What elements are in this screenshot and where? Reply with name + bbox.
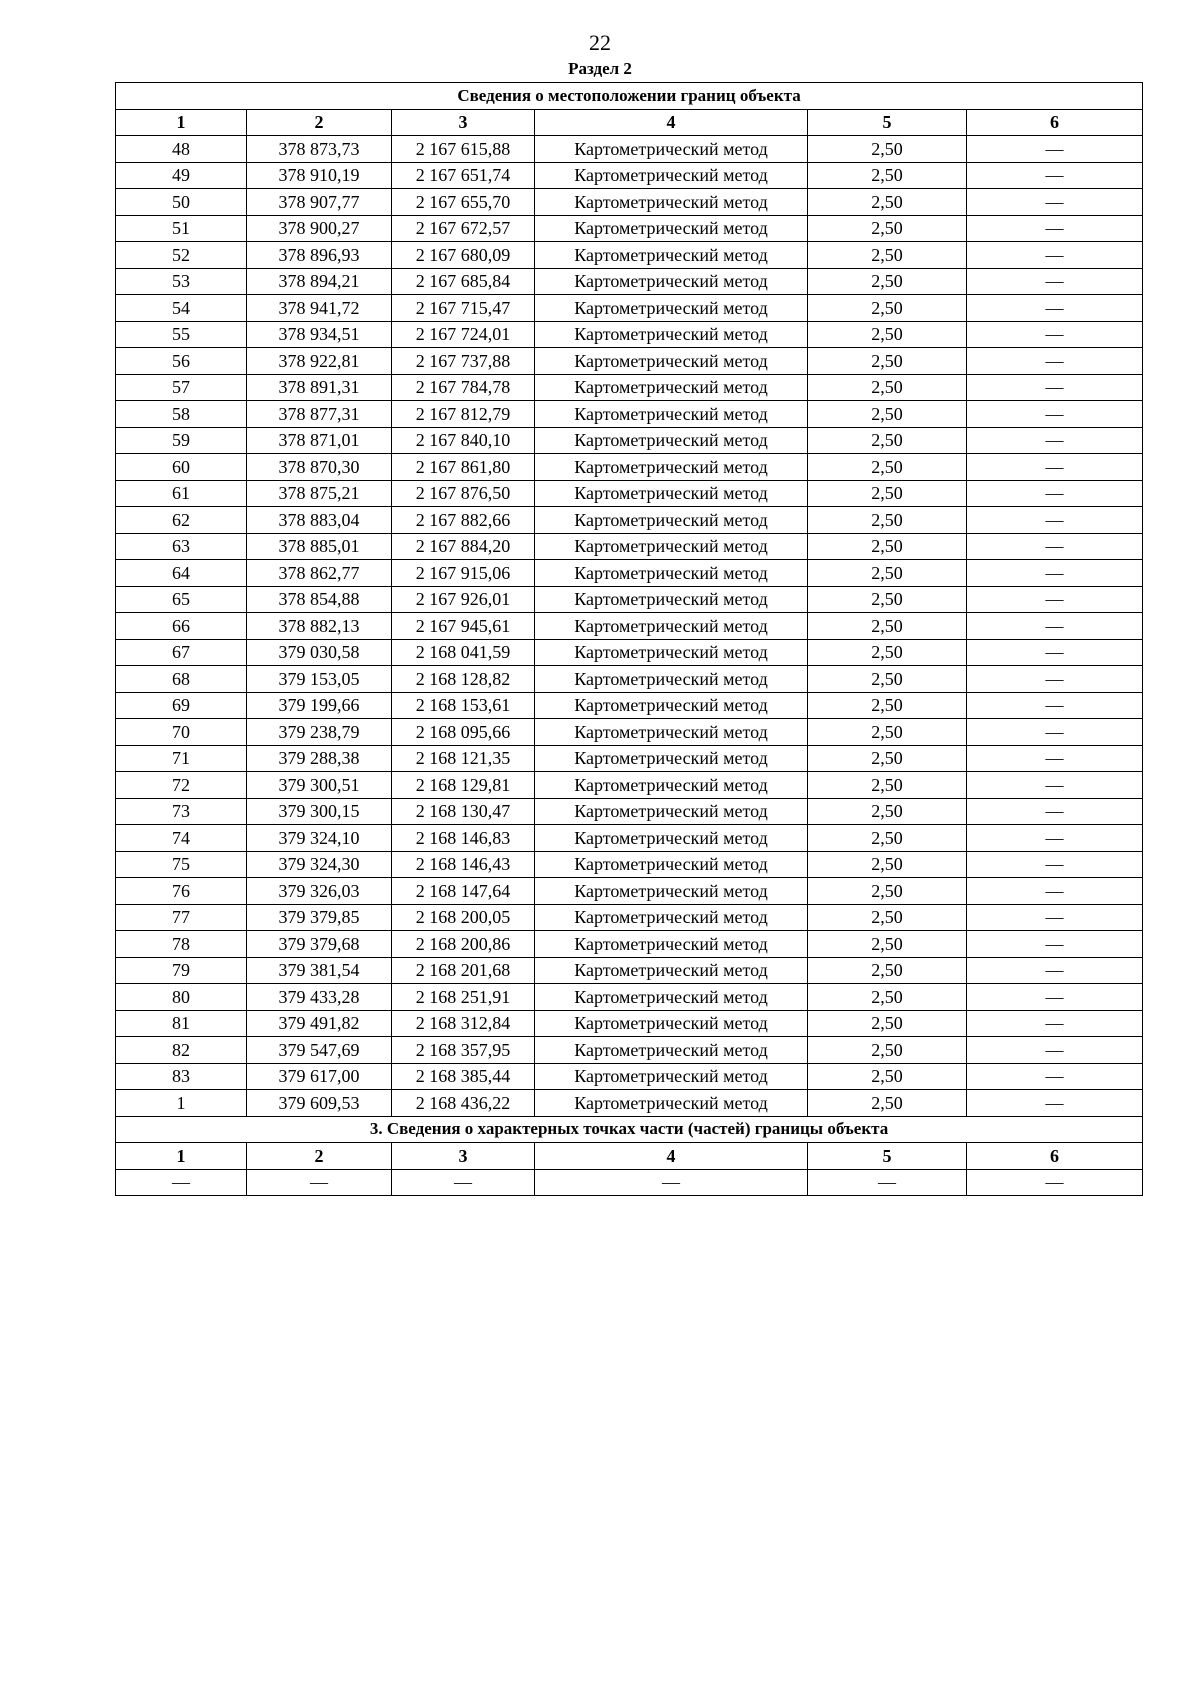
accuracy-cell: 2,50 xyxy=(808,772,967,799)
description-cell: — xyxy=(967,162,1143,189)
point-number-cell: 62 xyxy=(116,507,247,534)
column-number: 6 xyxy=(967,1143,1143,1170)
description-cell: — xyxy=(967,480,1143,507)
description-cell: — xyxy=(967,931,1143,958)
point-number-cell: 49 xyxy=(116,162,247,189)
description-cell: — xyxy=(967,798,1143,825)
description-cell: — xyxy=(967,639,1143,666)
description-cell: — xyxy=(967,1037,1143,1064)
y-coordinate-cell: 2 168 357,95 xyxy=(392,1037,535,1064)
point-number-cell: 68 xyxy=(116,666,247,693)
description-cell: — xyxy=(967,613,1143,640)
x-coordinate-cell: 378 871,01 xyxy=(247,427,392,454)
accuracy-cell: — xyxy=(808,1169,967,1196)
method-cell: Картометрический метод xyxy=(535,1063,808,1090)
description-cell: — xyxy=(967,984,1143,1011)
table-row xyxy=(116,984,1143,1011)
accuracy-cell: 2,50 xyxy=(808,454,967,481)
accuracy-cell: 2,50 xyxy=(808,825,967,852)
x-coordinate-cell: 379 324,10 xyxy=(247,825,392,852)
table-row xyxy=(116,851,1143,878)
method-cell: Картометрический метод xyxy=(535,268,808,295)
method-cell: Картометрический метод xyxy=(535,1090,808,1117)
method-cell: Картометрический метод xyxy=(535,454,808,481)
description-cell: — xyxy=(967,321,1143,348)
table-row xyxy=(116,666,1143,693)
table-row xyxy=(116,772,1143,799)
accuracy-cell: 2,50 xyxy=(808,1063,967,1090)
method-cell: Картометрический метод xyxy=(535,692,808,719)
column-number: 4 xyxy=(535,109,808,136)
x-coordinate-cell: 378 900,27 xyxy=(247,215,392,242)
y-coordinate-cell: 2 167 861,80 xyxy=(392,454,535,481)
table-row xyxy=(116,904,1143,931)
point-number-cell: 83 xyxy=(116,1063,247,1090)
x-coordinate-cell: 378 870,30 xyxy=(247,454,392,481)
description-cell: — xyxy=(967,692,1143,719)
method-cell: Картометрический метод xyxy=(535,162,808,189)
y-coordinate-cell: 2 167 680,09 xyxy=(392,242,535,269)
point-number-cell: 77 xyxy=(116,904,247,931)
x-coordinate-cell: 379 617,00 xyxy=(247,1063,392,1090)
x-coordinate-cell: 378 873,73 xyxy=(247,136,392,163)
table-row xyxy=(116,268,1143,295)
y-coordinate-cell: 2 167 840,10 xyxy=(392,427,535,454)
y-coordinate-cell: 2 167 926,01 xyxy=(392,586,535,613)
description-cell: — xyxy=(967,507,1143,534)
point-number-cell: 79 xyxy=(116,957,247,984)
accuracy-cell: 2,50 xyxy=(808,666,967,693)
description-cell: — xyxy=(967,189,1143,216)
x-coordinate-cell: 378 882,13 xyxy=(247,613,392,640)
point-number-cell: 57 xyxy=(116,374,247,401)
description-cell: — xyxy=(967,586,1143,613)
column-number: 5 xyxy=(808,109,967,136)
table-row xyxy=(116,321,1143,348)
y-coordinate-cell: 2 167 672,57 xyxy=(392,215,535,242)
x-coordinate-cell: 379 238,79 xyxy=(247,719,392,746)
table-row xyxy=(116,162,1143,189)
point-number-cell: 55 xyxy=(116,321,247,348)
y-coordinate-cell: 2 168 129,81 xyxy=(392,772,535,799)
table-row xyxy=(116,560,1143,587)
description-cell: — xyxy=(967,268,1143,295)
x-coordinate-cell: 378 891,31 xyxy=(247,374,392,401)
method-cell: Картометрический метод xyxy=(535,904,808,931)
x-coordinate-cell: 378 875,21 xyxy=(247,480,392,507)
y-coordinate-cell: 2 168 200,05 xyxy=(392,904,535,931)
description-cell: — xyxy=(967,295,1143,322)
accuracy-cell: 2,50 xyxy=(808,931,967,958)
accuracy-cell: 2,50 xyxy=(808,878,967,905)
accuracy-cell: 2,50 xyxy=(808,321,967,348)
accuracy-cell: 2,50 xyxy=(808,904,967,931)
x-coordinate-cell: 379 300,51 xyxy=(247,772,392,799)
method-cell: Картометрический метод xyxy=(535,719,808,746)
x-coordinate-cell: 379 381,54 xyxy=(247,957,392,984)
table-row xyxy=(116,798,1143,825)
description-cell: — xyxy=(967,215,1143,242)
point-number-cell: 71 xyxy=(116,745,247,772)
accuracy-cell: 2,50 xyxy=(808,268,967,295)
method-cell: Картометрический метод xyxy=(535,189,808,216)
x-coordinate-cell: 379 300,15 xyxy=(247,798,392,825)
table-row xyxy=(116,1010,1143,1037)
table-row xyxy=(116,719,1143,746)
column-number: 1 xyxy=(116,1143,247,1170)
boundary-table xyxy=(115,82,1143,1196)
y-coordinate-cell: 2 168 128,82 xyxy=(392,666,535,693)
accuracy-cell: 2,50 xyxy=(808,162,967,189)
method-cell: Картометрический метод xyxy=(535,825,808,852)
accuracy-cell: 2,50 xyxy=(808,586,967,613)
x-coordinate-cell: 379 153,05 xyxy=(247,666,392,693)
column-number: 2 xyxy=(247,109,392,136)
x-coordinate-cell: 378 883,04 xyxy=(247,507,392,534)
table-row xyxy=(116,136,1143,163)
method-cell: Картометрический метод xyxy=(535,480,808,507)
y-coordinate-cell: — xyxy=(392,1169,535,1196)
description-cell: — xyxy=(967,904,1143,931)
table-row xyxy=(116,745,1143,772)
y-coordinate-cell: 2 168 121,35 xyxy=(392,745,535,772)
table-row xyxy=(116,189,1143,216)
point-number-cell: — xyxy=(116,1169,247,1196)
y-coordinate-cell: 2 167 876,50 xyxy=(392,480,535,507)
column-number: 5 xyxy=(808,1143,967,1170)
method-cell: Картометрический метод xyxy=(535,984,808,1011)
description-cell: — xyxy=(967,454,1143,481)
accuracy-cell: 2,50 xyxy=(808,136,967,163)
table-row xyxy=(116,613,1143,640)
accuracy-cell: 2,50 xyxy=(808,745,967,772)
y-coordinate-cell: 2 167 651,74 xyxy=(392,162,535,189)
point-number-cell: 59 xyxy=(116,427,247,454)
accuracy-cell: 2,50 xyxy=(808,1037,967,1064)
point-number-cell: 51 xyxy=(116,215,247,242)
description-cell: — xyxy=(967,560,1143,587)
accuracy-cell: 2,50 xyxy=(808,1090,967,1117)
accuracy-cell: 2,50 xyxy=(808,242,967,269)
point-number-cell: 74 xyxy=(116,825,247,852)
accuracy-cell: 2,50 xyxy=(808,1010,967,1037)
description-cell: — xyxy=(967,957,1143,984)
point-number-cell: 81 xyxy=(116,1010,247,1037)
y-coordinate-cell: 2 168 153,61 xyxy=(392,692,535,719)
description-cell: — xyxy=(967,719,1143,746)
point-number-cell: 56 xyxy=(116,348,247,375)
y-coordinate-cell: 2 167 715,47 xyxy=(392,295,535,322)
table-row xyxy=(116,957,1143,984)
table-row xyxy=(116,586,1143,613)
y-coordinate-cell: 2 168 146,43 xyxy=(392,851,535,878)
column-number: 6 xyxy=(967,109,1143,136)
x-coordinate-cell: — xyxy=(247,1169,392,1196)
accuracy-cell: 2,50 xyxy=(808,798,967,825)
description-cell: — xyxy=(967,1010,1143,1037)
description-cell: — xyxy=(967,136,1143,163)
accuracy-cell: 2,50 xyxy=(808,401,967,428)
description-cell: — xyxy=(967,1169,1143,1196)
y-coordinate-cell: 2 167 945,61 xyxy=(392,613,535,640)
point-number-cell: 1 xyxy=(116,1090,247,1117)
accuracy-cell: 2,50 xyxy=(808,480,967,507)
x-coordinate-cell: 378 877,31 xyxy=(247,401,392,428)
y-coordinate-cell: 2 168 147,64 xyxy=(392,878,535,905)
y-coordinate-cell: 2 168 312,84 xyxy=(392,1010,535,1037)
y-coordinate-cell: 2 167 915,06 xyxy=(392,560,535,587)
table-row xyxy=(116,454,1143,481)
description-cell: — xyxy=(967,427,1143,454)
method-cell: — xyxy=(535,1169,808,1196)
point-number-cell: 50 xyxy=(116,189,247,216)
point-number-cell: 73 xyxy=(116,798,247,825)
method-cell: Картометрический метод xyxy=(535,931,808,958)
x-coordinate-cell: 379 379,85 xyxy=(247,904,392,931)
y-coordinate-cell: 2 167 615,88 xyxy=(392,136,535,163)
column-number: 1 xyxy=(116,109,247,136)
description-cell: — xyxy=(967,1090,1143,1117)
description-cell: — xyxy=(967,348,1143,375)
description-cell: — xyxy=(967,374,1143,401)
accuracy-cell: 2,50 xyxy=(808,957,967,984)
column-number: 2 xyxy=(247,1143,392,1170)
y-coordinate-cell: 2 168 200,86 xyxy=(392,931,535,958)
point-number-cell: 67 xyxy=(116,639,247,666)
accuracy-cell: 2,50 xyxy=(808,374,967,401)
x-coordinate-cell: 379 379,68 xyxy=(247,931,392,958)
x-coordinate-cell: 379 547,69 xyxy=(247,1037,392,1064)
x-coordinate-cell: 378 896,93 xyxy=(247,242,392,269)
accuracy-cell: 2,50 xyxy=(808,639,967,666)
accuracy-cell: 2,50 xyxy=(808,613,967,640)
y-coordinate-cell: 2 168 146,83 xyxy=(392,825,535,852)
section3-row xyxy=(116,1169,1143,1196)
accuracy-cell: 2,50 xyxy=(808,427,967,454)
point-number-cell: 58 xyxy=(116,401,247,428)
point-number-cell: 75 xyxy=(116,851,247,878)
point-number-cell: 69 xyxy=(116,692,247,719)
description-cell: — xyxy=(967,825,1143,852)
method-cell: Картометрический метод xyxy=(535,798,808,825)
x-coordinate-cell: 379 491,82 xyxy=(247,1010,392,1037)
method-cell: Картометрический метод xyxy=(535,1037,808,1064)
accuracy-cell: 2,50 xyxy=(808,533,967,560)
table-title-row xyxy=(116,83,1143,110)
table-title: Сведения о местоположении границ объекта xyxy=(116,83,1143,110)
x-coordinate-cell: 378 922,81 xyxy=(247,348,392,375)
point-number-cell: 48 xyxy=(116,136,247,163)
accuracy-cell: 2,50 xyxy=(808,215,967,242)
x-coordinate-cell: 379 326,03 xyxy=(247,878,392,905)
table-row xyxy=(116,692,1143,719)
method-cell: Картометрический метод xyxy=(535,136,808,163)
x-coordinate-cell: 379 199,66 xyxy=(247,692,392,719)
x-coordinate-cell: 379 030,58 xyxy=(247,639,392,666)
point-number-cell: 72 xyxy=(116,772,247,799)
method-cell: Картометрический метод xyxy=(535,427,808,454)
x-coordinate-cell: 378 854,88 xyxy=(247,586,392,613)
x-coordinate-cell: 378 894,21 xyxy=(247,268,392,295)
method-cell: Картометрический метод xyxy=(535,772,808,799)
section3-title: 3. Сведения о характерных точках части (частей) границы объекта xyxy=(116,1116,1143,1143)
method-cell: Картометрический метод xyxy=(535,401,808,428)
x-coordinate-cell: 378 910,19 xyxy=(247,162,392,189)
method-cell: Картометрический метод xyxy=(535,507,808,534)
x-coordinate-cell: 379 609,53 xyxy=(247,1090,392,1117)
y-coordinate-cell: 2 168 436,22 xyxy=(392,1090,535,1117)
method-cell: Картометрический метод xyxy=(535,533,808,560)
section-label: Раздел 2 xyxy=(568,59,632,78)
point-number-cell: 53 xyxy=(116,268,247,295)
method-cell: Картометрический метод xyxy=(535,586,808,613)
table-row xyxy=(116,1063,1143,1090)
point-number-cell: 54 xyxy=(116,295,247,322)
point-number-cell: 64 xyxy=(116,560,247,587)
table-row xyxy=(116,507,1143,534)
table-row xyxy=(116,533,1143,560)
x-coordinate-cell: 379 324,30 xyxy=(247,851,392,878)
y-coordinate-cell: 2 167 812,79 xyxy=(392,401,535,428)
method-cell: Картометрический метод xyxy=(535,878,808,905)
description-cell: — xyxy=(967,666,1143,693)
accuracy-cell: 2,50 xyxy=(808,984,967,1011)
table-row xyxy=(116,825,1143,852)
y-coordinate-cell: 2 167 724,01 xyxy=(392,321,535,348)
method-cell: Картометрический метод xyxy=(535,745,808,772)
method-cell: Картометрический метод xyxy=(535,613,808,640)
description-cell: — xyxy=(967,745,1143,772)
description-cell: — xyxy=(967,851,1143,878)
y-coordinate-cell: 2 167 655,70 xyxy=(392,189,535,216)
point-number-cell: 78 xyxy=(116,931,247,958)
x-coordinate-cell: 378 885,01 xyxy=(247,533,392,560)
x-coordinate-cell: 378 862,77 xyxy=(247,560,392,587)
method-cell: Картометрический метод xyxy=(535,348,808,375)
column-number: 4 xyxy=(535,1143,808,1170)
table-row xyxy=(116,215,1143,242)
point-number-cell: 66 xyxy=(116,613,247,640)
description-cell: — xyxy=(967,1063,1143,1090)
method-cell: Картометрический метод xyxy=(535,374,808,401)
x-coordinate-cell: 378 941,72 xyxy=(247,295,392,322)
x-coordinate-cell: 379 288,38 xyxy=(247,745,392,772)
description-cell: — xyxy=(967,401,1143,428)
method-cell: Картометрический метод xyxy=(535,321,808,348)
section3-title-row xyxy=(116,1116,1143,1143)
point-number-cell: 65 xyxy=(116,586,247,613)
y-coordinate-cell: 2 167 884,20 xyxy=(392,533,535,560)
y-coordinate-cell: 2 168 130,47 xyxy=(392,798,535,825)
point-number-cell: 60 xyxy=(116,454,247,481)
table-row xyxy=(116,1037,1143,1064)
point-number-cell: 61 xyxy=(116,480,247,507)
y-coordinate-cell: 2 167 685,84 xyxy=(392,268,535,295)
description-cell: — xyxy=(967,242,1143,269)
method-cell: Картометрический метод xyxy=(535,295,808,322)
accuracy-cell: 2,50 xyxy=(808,295,967,322)
table-row xyxy=(116,374,1143,401)
table-row xyxy=(116,878,1143,905)
method-cell: Картометрический метод xyxy=(535,215,808,242)
x-coordinate-cell: 378 934,51 xyxy=(247,321,392,348)
y-coordinate-cell: 2 167 882,66 xyxy=(392,507,535,534)
table-row xyxy=(116,427,1143,454)
table-row xyxy=(116,639,1143,666)
page-number: 22 xyxy=(589,30,611,55)
point-number-cell: 70 xyxy=(116,719,247,746)
table-row xyxy=(116,931,1143,958)
method-cell: Картометрический метод xyxy=(535,957,808,984)
y-coordinate-cell: 2 168 251,91 xyxy=(392,984,535,1011)
point-number-cell: 63 xyxy=(116,533,247,560)
column-number: 3 xyxy=(392,1143,535,1170)
description-cell: — xyxy=(967,533,1143,560)
y-coordinate-cell: 2 168 385,44 xyxy=(392,1063,535,1090)
method-cell: Картометрический метод xyxy=(535,560,808,587)
accuracy-cell: 2,50 xyxy=(808,507,967,534)
point-number-cell: 82 xyxy=(116,1037,247,1064)
y-coordinate-cell: 2 167 737,88 xyxy=(392,348,535,375)
point-number-cell: 80 xyxy=(116,984,247,1011)
accuracy-cell: 2,50 xyxy=(808,560,967,587)
y-coordinate-cell: 2 168 095,66 xyxy=(392,719,535,746)
column-number-row xyxy=(116,109,1143,136)
method-cell: Картометрический метод xyxy=(535,851,808,878)
table-row xyxy=(116,401,1143,428)
accuracy-cell: 2,50 xyxy=(808,719,967,746)
method-cell: Картометрический метод xyxy=(535,666,808,693)
column-number: 3 xyxy=(392,109,535,136)
y-coordinate-cell: 2 167 784,78 xyxy=(392,374,535,401)
accuracy-cell: 2,50 xyxy=(808,189,967,216)
method-cell: Картометрический метод xyxy=(535,1010,808,1037)
table-row xyxy=(116,348,1143,375)
point-number-cell: 52 xyxy=(116,242,247,269)
y-coordinate-cell: 2 168 041,59 xyxy=(392,639,535,666)
method-cell: Картометрический метод xyxy=(535,242,808,269)
method-cell: Картометрический метод xyxy=(535,639,808,666)
description-cell: — xyxy=(967,772,1143,799)
accuracy-cell: 2,50 xyxy=(808,692,967,719)
table-row xyxy=(116,1090,1143,1117)
table-row xyxy=(116,295,1143,322)
y-coordinate-cell: 2 168 201,68 xyxy=(392,957,535,984)
section3-column-number-row xyxy=(116,1143,1143,1170)
table-row xyxy=(116,242,1143,269)
boundary-table-body xyxy=(116,83,1143,1196)
description-cell: — xyxy=(967,878,1143,905)
x-coordinate-cell: 379 433,28 xyxy=(247,984,392,1011)
table-row xyxy=(116,480,1143,507)
accuracy-cell: 2,50 xyxy=(808,851,967,878)
x-coordinate-cell: 378 907,77 xyxy=(247,189,392,216)
accuracy-cell: 2,50 xyxy=(808,348,967,375)
point-number-cell: 76 xyxy=(116,878,247,905)
